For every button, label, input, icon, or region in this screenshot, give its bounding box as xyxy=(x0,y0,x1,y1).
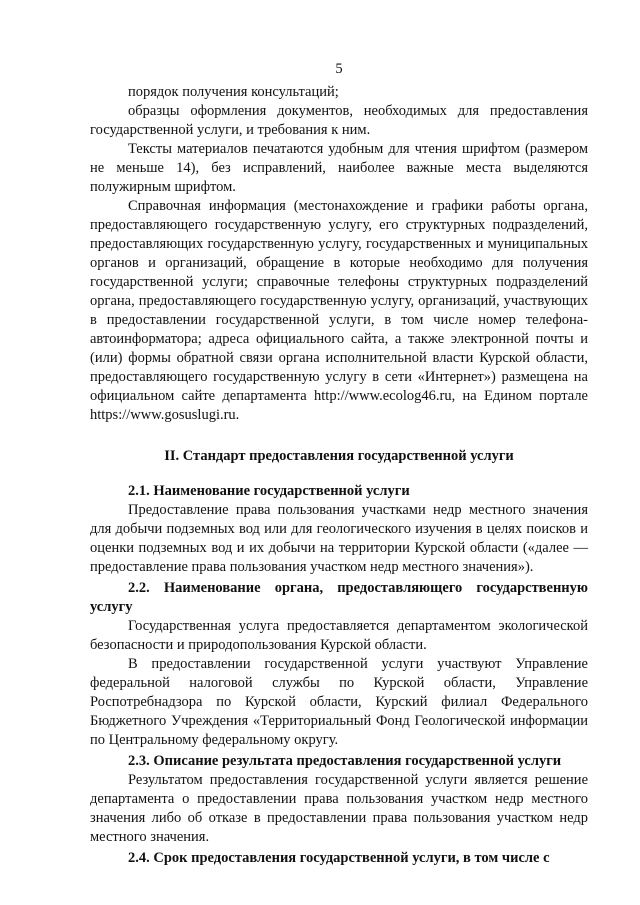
paragraph-consultations: порядок получения консультаций; xyxy=(128,84,339,100)
heading-2-3: 2.3. Описание результата предоставления государственной услуги xyxy=(128,753,562,769)
text-2-2-a: Государственная услуга предоставляется департаментом экологической безопасности и природопользования Курской области. xyxy=(90,618,588,653)
text-2-3: Результатом предоставления государственной услуги является решение департамента о предоставлении права пользования участком недр местного значения либо об отказе в предоставлении права пользования участком недр местного значения. xyxy=(90,772,588,845)
paragraph-document-samples: образцы оформления документов, необходимых для предоставления государственной услуги, и требования к ним. xyxy=(90,103,588,138)
paragraph-reference-info: Справочная информация (местонахождение и графики работы органа, предоставляющего государственную услугу, его структурных подразделений, предоставляющих государственную услугу, государственных и муниципальных органов и организаций, обращение в которые необходимо для получения государственной услуги; справочные телефоны структурных подразделений органа, предоставляющего государственную услугу, организаций, участвующих в предоставлении государственной услуги, в том числе номер телефона-автоинформатора; адреса официального сайта, а также электронной почты и (или) формы обратной связи органа исполнительной власти Курской области, предоставляющего государственную услугу в сети «Интернет») размещена на официальном сайте департамента http://www.ecolog46.ru, на Едином портале https://www.gosuslugi.ru. xyxy=(90,198,588,423)
heading-2-1: 2.1. Наименование государственной услуги xyxy=(128,483,410,499)
heading-2-4: 2.4. Срок предоставления государственной услуги, в том числе с xyxy=(128,850,550,866)
paragraph-font-requirements: Тексты материалов печатаются удобным для чтения шрифтом (размером не меньше 14), без исправлений, наиболее важные места выделяются полужирным шрифтом. xyxy=(90,141,588,195)
section-title: II. Стандарт предоставления государственной услуги xyxy=(164,448,514,464)
document-page xyxy=(90,60,588,868)
text-2-1: Предоставление права пользования участками недр местного значения для добычи подземных вод или для геологического изучения в целях поисков и оценки подземных вод и их добычи на территории Курской области («далее — предоставление права пользования участком недр местного значения»). xyxy=(90,502,588,575)
heading-2-2: 2.2. Наименование органа, предоставляющего государственную услугу xyxy=(90,580,588,615)
text-2-2-b: В предоставлении государственной услуги участвуют Управление федеральной налоговой службы по Курской области, Управление Роспотребнадзора по Курской области, Курский филиал Федерального Бюджетного Учреждения «Территориальный Фонд Геологической информации по Центральному федеральному округу. xyxy=(90,656,588,748)
page-number: 5 xyxy=(335,61,343,77)
